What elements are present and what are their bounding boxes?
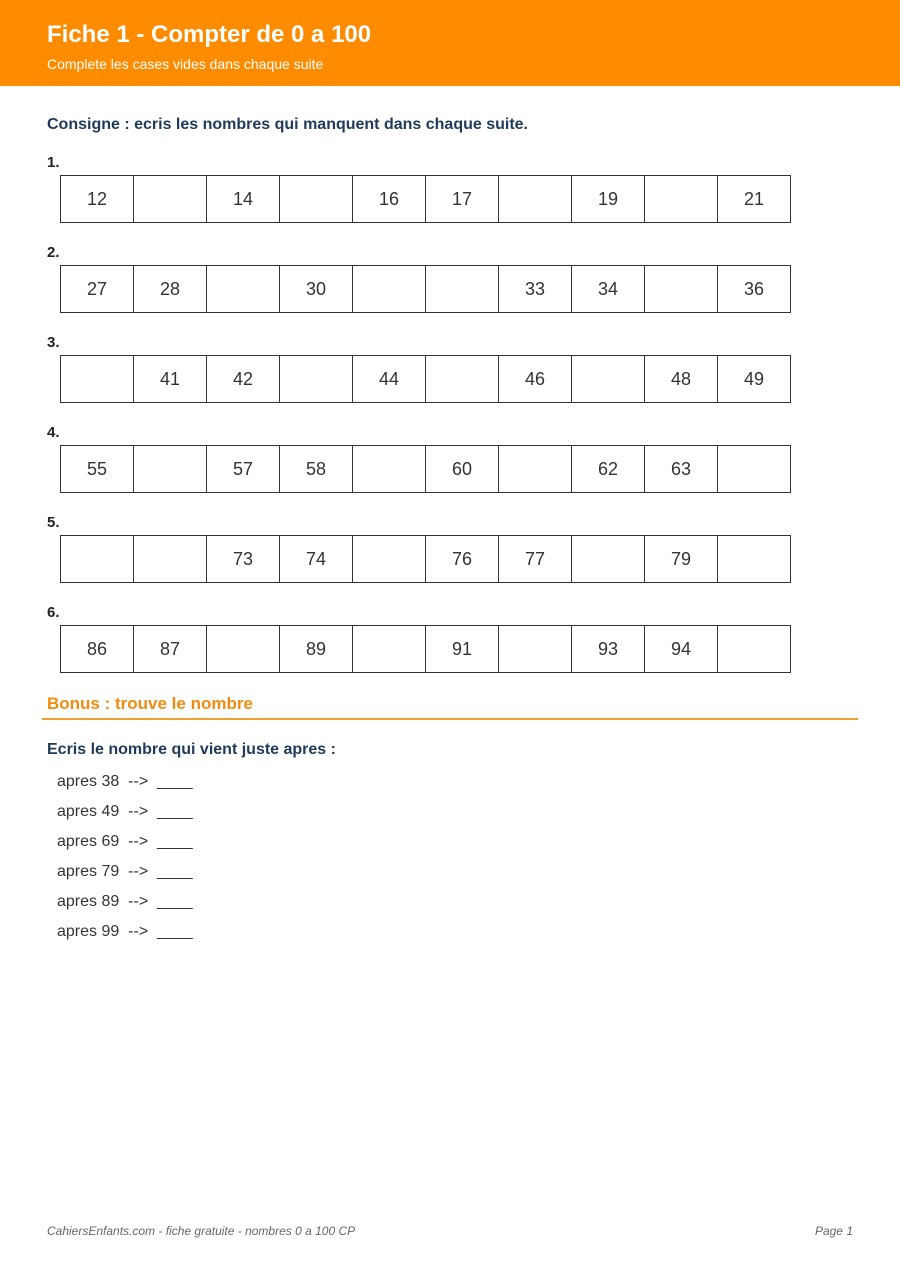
number-cell: 33 (499, 265, 572, 313)
number-cell: 76 (426, 535, 499, 583)
number-cell: 49 (718, 355, 791, 403)
exercise-number: 6. (47, 604, 60, 621)
footer-source: CahiersEnfants.com - fiche gratuite - nombres 0 a 100 CP (47, 1224, 356, 1238)
bonus-divider (42, 718, 858, 720)
exercise-row (47, 334, 807, 416)
exercise-row (47, 244, 807, 326)
number-cell: 46 (499, 355, 572, 403)
number-sequence (60, 355, 791, 403)
number-cell: 93 (572, 625, 645, 673)
number-cell: 16 (353, 175, 426, 223)
number-cell: 19 (572, 175, 645, 223)
empty-cell[interactable] (718, 445, 791, 493)
number-cell: 48 (645, 355, 718, 403)
empty-cell[interactable] (499, 445, 572, 493)
bonus-item: apres 38 --> ____ (57, 773, 193, 790)
exercise-number: 4. (47, 424, 60, 441)
number-cell: 36 (718, 265, 791, 313)
exercise-number: 5. (47, 514, 60, 531)
bonus-item: apres 79 --> ____ (57, 863, 193, 880)
empty-cell[interactable] (134, 535, 207, 583)
bonus-item: apres 89 --> ____ (57, 893, 193, 910)
exercise-row (47, 424, 807, 506)
exercise-number: 2. (47, 244, 60, 261)
empty-cell[interactable] (207, 625, 280, 673)
exercise-row (47, 604, 807, 686)
number-cell: 63 (645, 445, 718, 493)
exercise-row (47, 154, 807, 236)
number-cell: 79 (645, 535, 718, 583)
empty-cell[interactable] (645, 175, 718, 223)
number-cell: 94 (645, 625, 718, 673)
exercise-number: 1. (47, 154, 60, 171)
page-subtitle: Complete les cases vides dans chaque suite (47, 56, 324, 72)
instruction-text: Consigne : ecris les nombres qui manquent dans chaque suite. (47, 116, 528, 133)
number-cell: 73 (207, 535, 280, 583)
empty-cell[interactable] (499, 175, 572, 223)
number-sequence (60, 625, 791, 673)
empty-cell[interactable] (499, 625, 572, 673)
number-cell: 42 (207, 355, 280, 403)
number-cell: 91 (426, 625, 499, 673)
bonus-item: apres 49 --> ____ (57, 803, 193, 820)
exercise-row (47, 514, 807, 596)
number-sequence (60, 175, 791, 223)
number-cell: 41 (134, 355, 207, 403)
number-cell: 87 (134, 625, 207, 673)
number-cell: 14 (207, 175, 280, 223)
number-cell: 27 (61, 265, 134, 313)
bonus-title: Bonus : trouve le nombre (47, 694, 253, 713)
number-cell: 89 (280, 625, 353, 673)
bonus-instruction: Ecris le nombre qui vient juste apres : (47, 741, 336, 758)
footer-page-number: Page 1 (814, 1224, 853, 1238)
number-cell: 17 (426, 175, 499, 223)
exercise-number: 3. (47, 334, 60, 351)
empty-cell[interactable] (134, 175, 207, 223)
empty-cell[interactable] (207, 265, 280, 313)
bonus-list (57, 771, 193, 951)
number-cell: 57 (207, 445, 280, 493)
empty-cell[interactable] (718, 535, 791, 583)
empty-cell[interactable] (426, 355, 499, 403)
empty-cell[interactable] (61, 355, 134, 403)
number-cell: 77 (499, 535, 572, 583)
bonus-item: apres 99 --> ____ (57, 923, 193, 940)
empty-cell[interactable] (426, 265, 499, 313)
number-sequence (60, 445, 791, 493)
empty-cell[interactable] (572, 535, 645, 583)
number-cell: 28 (134, 265, 207, 313)
bonus-item: apres 69 --> ____ (57, 833, 193, 850)
number-cell: 44 (353, 355, 426, 403)
number-cell: 12 (61, 175, 134, 223)
empty-cell[interactable] (280, 355, 353, 403)
number-cell: 62 (572, 445, 645, 493)
number-cell: 55 (61, 445, 134, 493)
number-sequence (60, 265, 791, 313)
page-title: Fiche 1 - Compter de 0 a 100 (47, 21, 372, 48)
number-cell: 34 (572, 265, 645, 313)
number-cell: 58 (280, 445, 353, 493)
empty-cell[interactable] (572, 355, 645, 403)
number-cell: 74 (280, 535, 353, 583)
number-cell: 86 (61, 625, 134, 673)
empty-cell[interactable] (134, 445, 207, 493)
empty-cell[interactable] (718, 625, 791, 673)
page-header (0, 0, 900, 86)
number-cell: 30 (280, 265, 353, 313)
empty-cell[interactable] (353, 625, 426, 673)
empty-cell[interactable] (353, 265, 426, 313)
empty-cell[interactable] (61, 535, 134, 583)
number-cell: 60 (426, 445, 499, 493)
empty-cell[interactable] (645, 265, 718, 313)
number-sequence (60, 535, 791, 583)
number-cell: 21 (718, 175, 791, 223)
empty-cell[interactable] (353, 445, 426, 493)
empty-cell[interactable] (280, 175, 353, 223)
empty-cell[interactable] (353, 535, 426, 583)
